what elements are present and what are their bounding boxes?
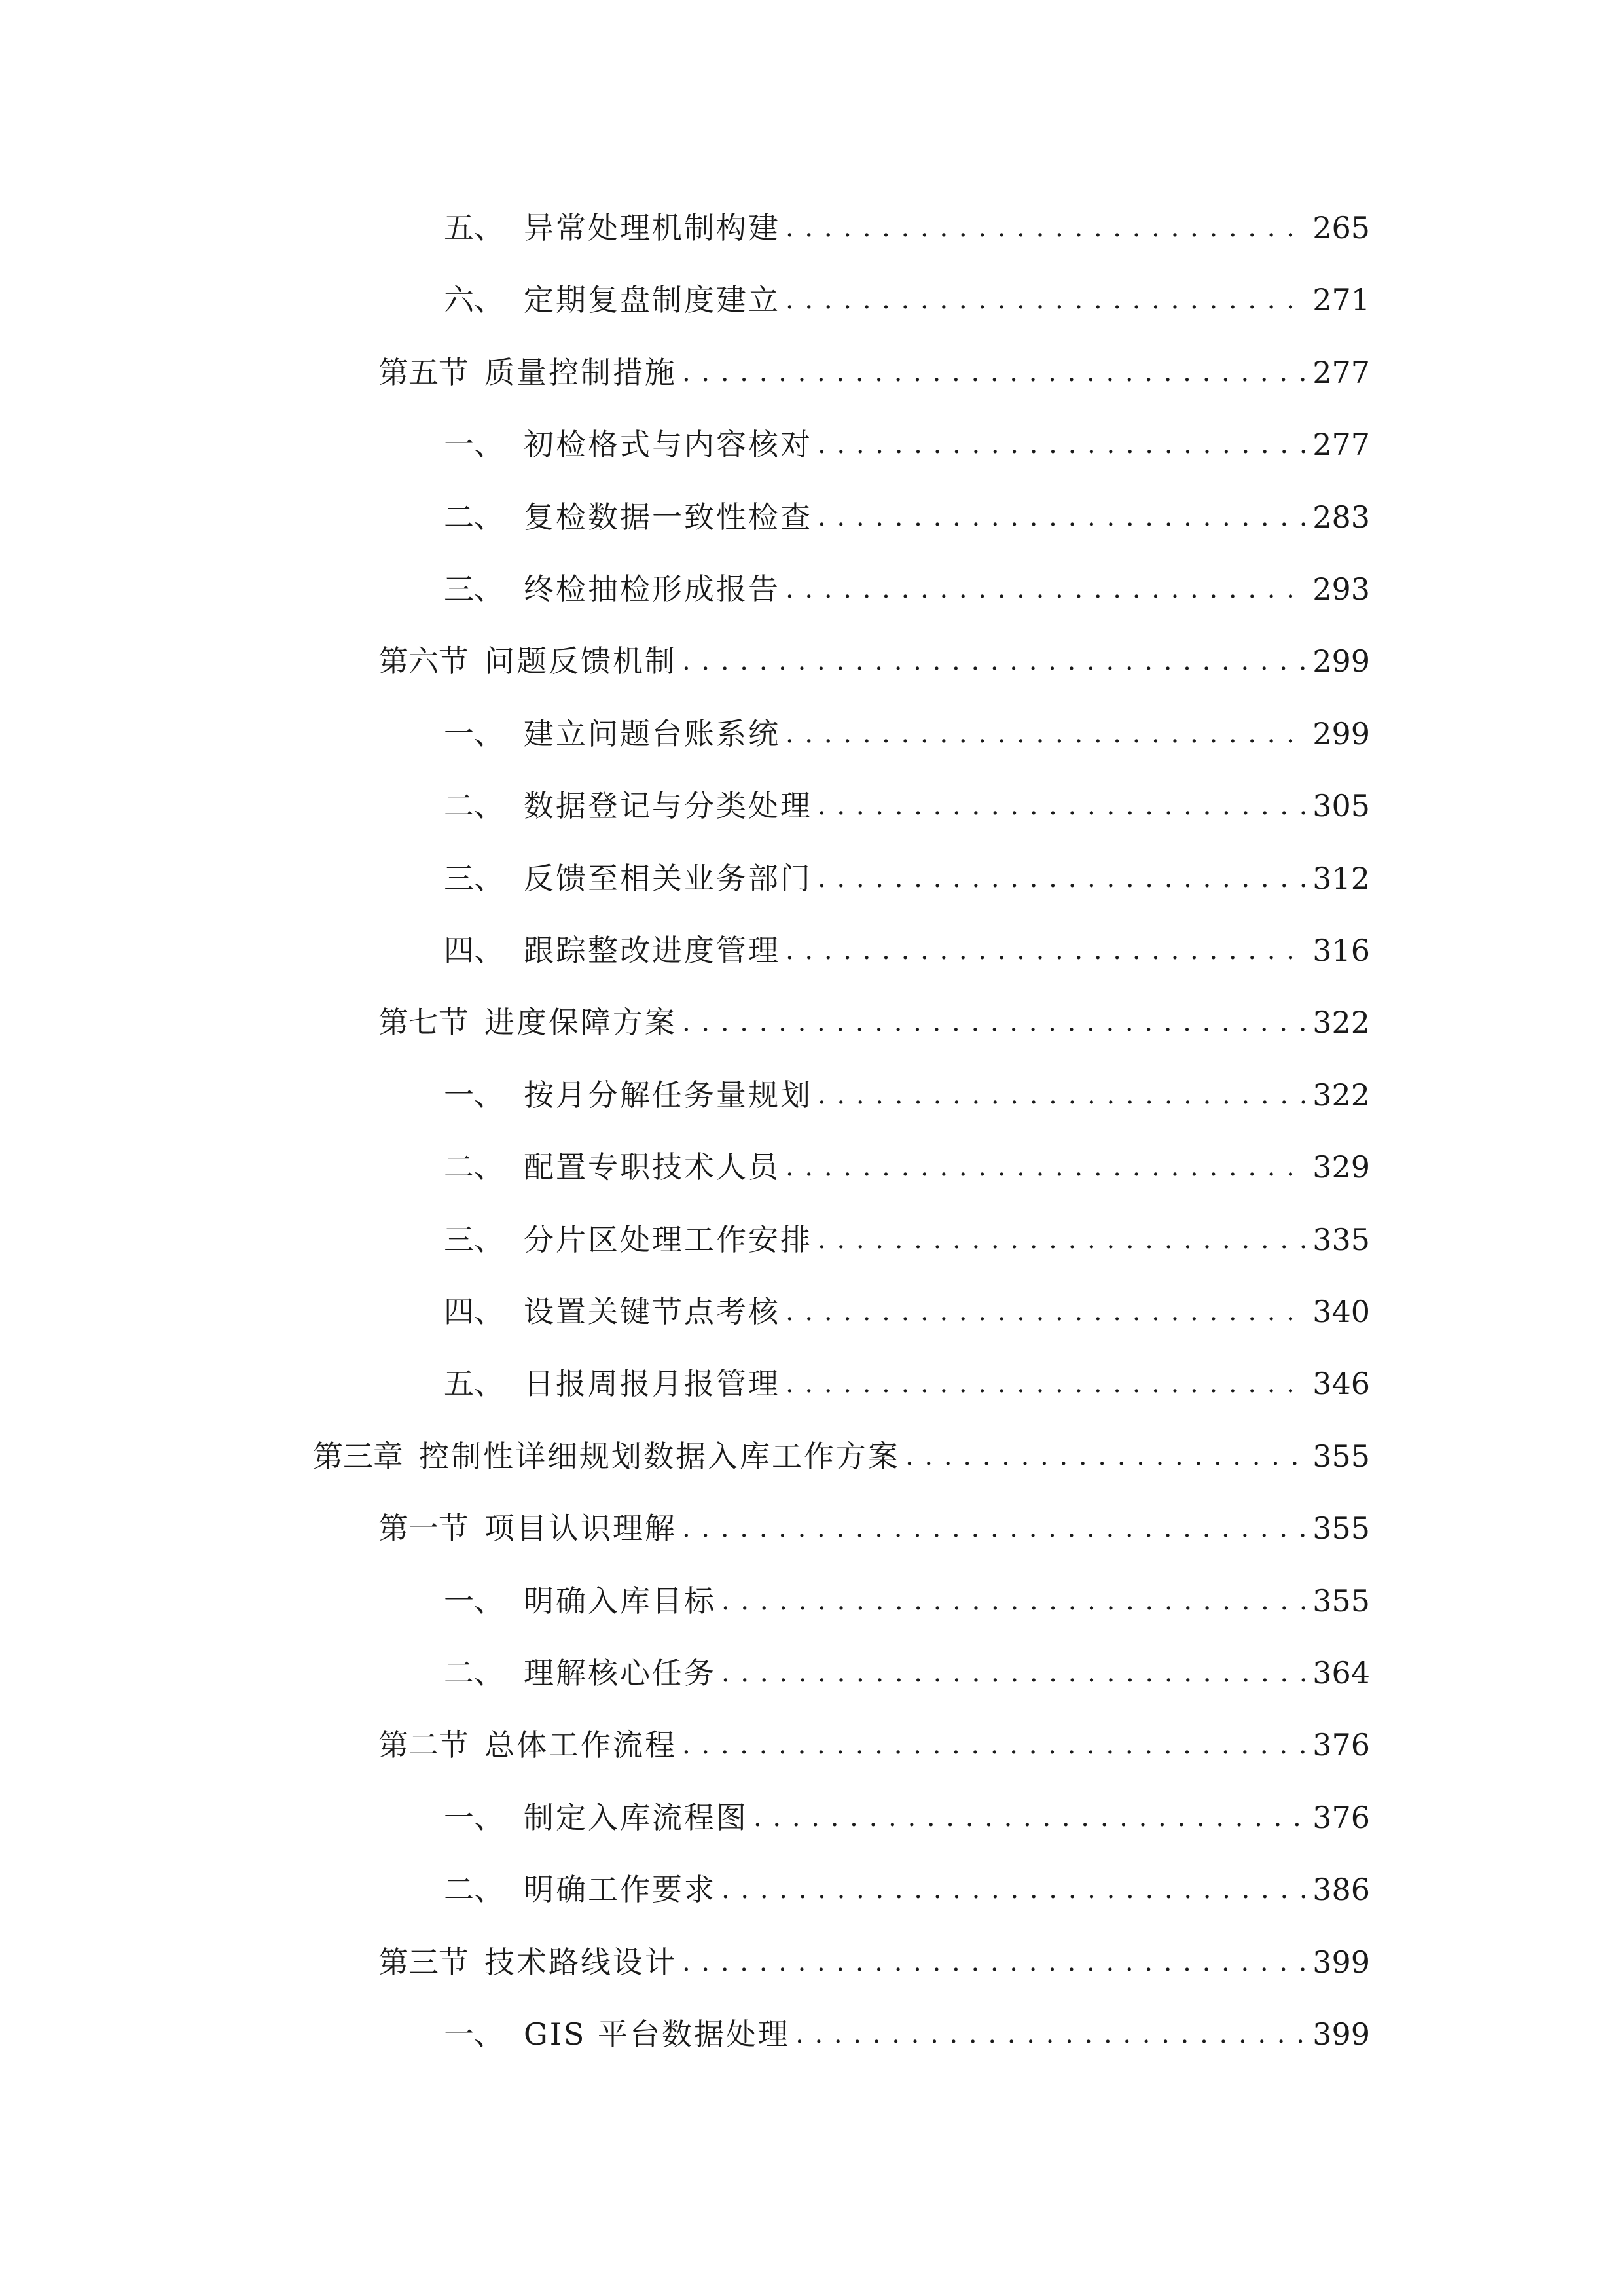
toc-dot-leader (785, 1141, 1306, 1193)
toc-entry-page-number: 355 (1312, 1438, 1370, 1474)
toc-dot-leader (785, 1357, 1306, 1410)
toc-entry[interactable] (378, 1936, 1370, 1988)
toc-entry[interactable] (444, 1647, 1370, 1699)
toc-dot-leader (753, 1791, 1306, 1844)
toc-entry-page-number: 277 (1312, 354, 1370, 390)
toc-entry-page-number: 355 (1312, 1583, 1370, 1619)
toc-entry-page-number: 346 (1312, 1366, 1370, 1402)
toc-entry-marker: 三、 (444, 1221, 504, 1257)
toc-dot-leader (785, 563, 1306, 615)
toc-entry-marker: 一、 (444, 1077, 504, 1113)
toc-dot-leader (818, 1069, 1306, 1121)
toc-entry[interactable] (444, 924, 1370, 977)
toc-entry[interactable] (444, 563, 1370, 615)
toc-entry[interactable] (444, 708, 1370, 760)
toc-entry[interactable] (378, 346, 1370, 399)
toc-dot-leader (795, 2008, 1306, 2060)
toc-dot-leader (818, 491, 1306, 543)
toc-entry-title: 进度保障方案 (484, 1005, 677, 1041)
toc-dot-leader (682, 346, 1306, 399)
toc-entry[interactable] (444, 1357, 1370, 1410)
toc-entry-page-number: 322 (1312, 1077, 1370, 1113)
toc-entry[interactable] (444, 1791, 1370, 1844)
toc-entry-page-number: 299 (1312, 643, 1370, 679)
toc-entry-title: 数据登记与分类处理 (524, 788, 812, 824)
toc-entry[interactable] (444, 1575, 1370, 1627)
toc-entry-marker: 四、 (444, 933, 504, 968)
toc-dot-leader (818, 852, 1306, 905)
toc-entry-marker: 第三章 (313, 1438, 403, 1474)
toc-entry-marker: 五、 (444, 1366, 504, 1402)
toc-entry-page-number: 277 (1312, 427, 1370, 463)
toc-entry-marker: 二、 (444, 1149, 504, 1185)
toc-entry[interactable] (378, 1502, 1370, 1554)
toc-entry-marker: 一、 (444, 427, 504, 463)
toc-entry[interactable] (378, 996, 1370, 1049)
toc-entry-marker: 三、 (444, 571, 504, 607)
toc-entry-title: 建立问题台账系统 (524, 715, 780, 751)
toc-entry-page-number: 305 (1312, 788, 1370, 824)
toc-entry[interactable] (444, 418, 1370, 471)
toc-dot-leader (682, 996, 1306, 1049)
toc-entry-marker: 三、 (444, 860, 504, 896)
toc-entry[interactable] (444, 491, 1370, 543)
toc-dot-leader (785, 924, 1306, 977)
toc-entry-page-number: 335 (1312, 1221, 1370, 1257)
toc-dot-leader (818, 1213, 1306, 1266)
toc-dot-leader (818, 418, 1306, 471)
toc-entry[interactable] (444, 274, 1370, 326)
toc-entry[interactable] (444, 852, 1370, 905)
toc-entry[interactable] (444, 780, 1370, 832)
toc-dot-leader (785, 708, 1306, 760)
toc-entry-title: 明确入库目标 (524, 1583, 716, 1619)
toc-entry-page-number: 299 (1312, 715, 1370, 751)
toc-entry-title: 日报周报月报管理 (524, 1366, 780, 1402)
toc-entry-marker: 一、 (444, 1799, 504, 1835)
toc-dot-leader (682, 1719, 1306, 1771)
toc-entry-title: 终检抽检形成报告 (524, 571, 780, 607)
toc-dot-leader (785, 274, 1306, 326)
toc-dot-leader (682, 1502, 1306, 1554)
toc-entry-marker: 第六节 (378, 643, 469, 679)
toc-entry-marker: 第二节 (378, 1727, 469, 1763)
toc-entry-marker: 第一节 (378, 1511, 469, 1547)
toc-entry-page-number: 376 (1312, 1799, 1370, 1835)
toc-entry[interactable] (444, 1863, 1370, 1916)
toc-entry-title: 技术路线设计 (484, 1944, 677, 1980)
toc-entry[interactable] (444, 1141, 1370, 1193)
toc-entry-page-number: 329 (1312, 1149, 1370, 1185)
toc-entry-title: 复检数据一致性检查 (524, 499, 812, 535)
toc-entry-page-number: 364 (1312, 1655, 1370, 1691)
toc-entry-title: 总体工作流程 (484, 1727, 677, 1763)
toc-entry-page-number: 399 (1312, 2017, 1370, 2052)
toc-entry-title: 制定入库流程图 (524, 1799, 748, 1835)
toc-entry-page-number: 376 (1312, 1727, 1370, 1763)
toc-entry-title: 问题反馈机制 (484, 643, 677, 679)
toc-entry-page-number: 386 (1312, 1872, 1370, 1908)
toc-entry-marker: 第五节 (378, 354, 469, 390)
toc-entry-page-number: 312 (1312, 860, 1370, 896)
toc-entry-title: 异常处理机制构建 (524, 210, 780, 245)
toc-entry-marker: 二、 (444, 1655, 504, 1691)
toc-entry[interactable] (444, 1069, 1370, 1121)
toc-entry-page-number: 293 (1312, 571, 1370, 607)
toc-dot-leader (905, 1430, 1306, 1482)
toc-dot-leader (721, 1647, 1306, 1699)
toc-dot-leader (785, 202, 1306, 254)
toc-entry-page-number: 399 (1312, 1944, 1370, 1980)
toc-entry[interactable] (444, 1285, 1370, 1338)
toc-entry-title: 反馈至相关业务部门 (524, 860, 812, 896)
toc-entry-marker: 二、 (444, 788, 504, 824)
toc-entry-marker: 一、 (444, 715, 504, 751)
toc-entry-marker: 一、 (444, 2017, 504, 2052)
toc-entry-marker: 一、 (444, 1583, 504, 1619)
toc-entry[interactable] (444, 202, 1370, 254)
toc-entry[interactable] (313, 1430, 1370, 1482)
toc-dot-leader (721, 1575, 1306, 1627)
toc-entry-title: 分片区处理工作安排 (524, 1221, 812, 1257)
toc-entry-page-number: 316 (1312, 933, 1370, 968)
toc-entry-title: 项目认识理解 (484, 1511, 677, 1547)
toc-entry-marker: 二、 (444, 499, 504, 535)
toc-entry-title: 配置专职技术人员 (524, 1149, 780, 1185)
toc-entry-title: 按月分解任务量规划 (524, 1077, 812, 1113)
toc-entry[interactable] (378, 1719, 1370, 1771)
toc-entry-marker: 二、 (444, 1872, 504, 1908)
toc-dot-leader (682, 635, 1306, 687)
toc-dot-leader (818, 780, 1306, 832)
toc-entry-title: 设置关键节点考核 (524, 1294, 780, 1329)
toc-entry-marker: 第三节 (378, 1944, 469, 1980)
toc-dot-leader (721, 1863, 1306, 1916)
toc-entry[interactable] (378, 635, 1370, 687)
toc-entry[interactable] (444, 1213, 1370, 1266)
toc-entry-marker: 六、 (444, 282, 504, 318)
toc-entry-title: GIS 平台数据处理 (524, 2017, 791, 2052)
toc-entry-marker: 五、 (444, 210, 504, 245)
toc-dot-leader (682, 1936, 1306, 1988)
toc-entry-page-number: 271 (1312, 282, 1370, 318)
toc-entry-title: 明确工作要求 (524, 1872, 716, 1908)
toc-entry-page-number: 265 (1312, 210, 1370, 245)
toc-entry-page-number: 355 (1312, 1511, 1370, 1547)
toc-entry[interactable] (444, 2008, 1370, 2060)
toc-entry-marker: 四、 (444, 1294, 504, 1329)
toc-entry-title: 跟踪整改进度管理 (524, 933, 780, 968)
toc-entry-page-number: 322 (1312, 1005, 1370, 1041)
toc-entry-title: 理解核心任务 (524, 1655, 716, 1691)
toc-entry-title: 定期复盘制度建立 (524, 282, 780, 318)
toc-entry-page-number: 283 (1312, 499, 1370, 535)
toc-entry-title: 控制性详细规划数据入库工作方案 (419, 1438, 900, 1474)
toc-entry-title: 初检格式与内容核对 (524, 427, 812, 463)
toc-dot-leader (785, 1285, 1306, 1338)
toc-entry-page-number: 340 (1312, 1294, 1370, 1329)
toc-entry-marker: 第七节 (378, 1005, 469, 1041)
toc-entry-title: 质量控制措施 (484, 354, 677, 390)
